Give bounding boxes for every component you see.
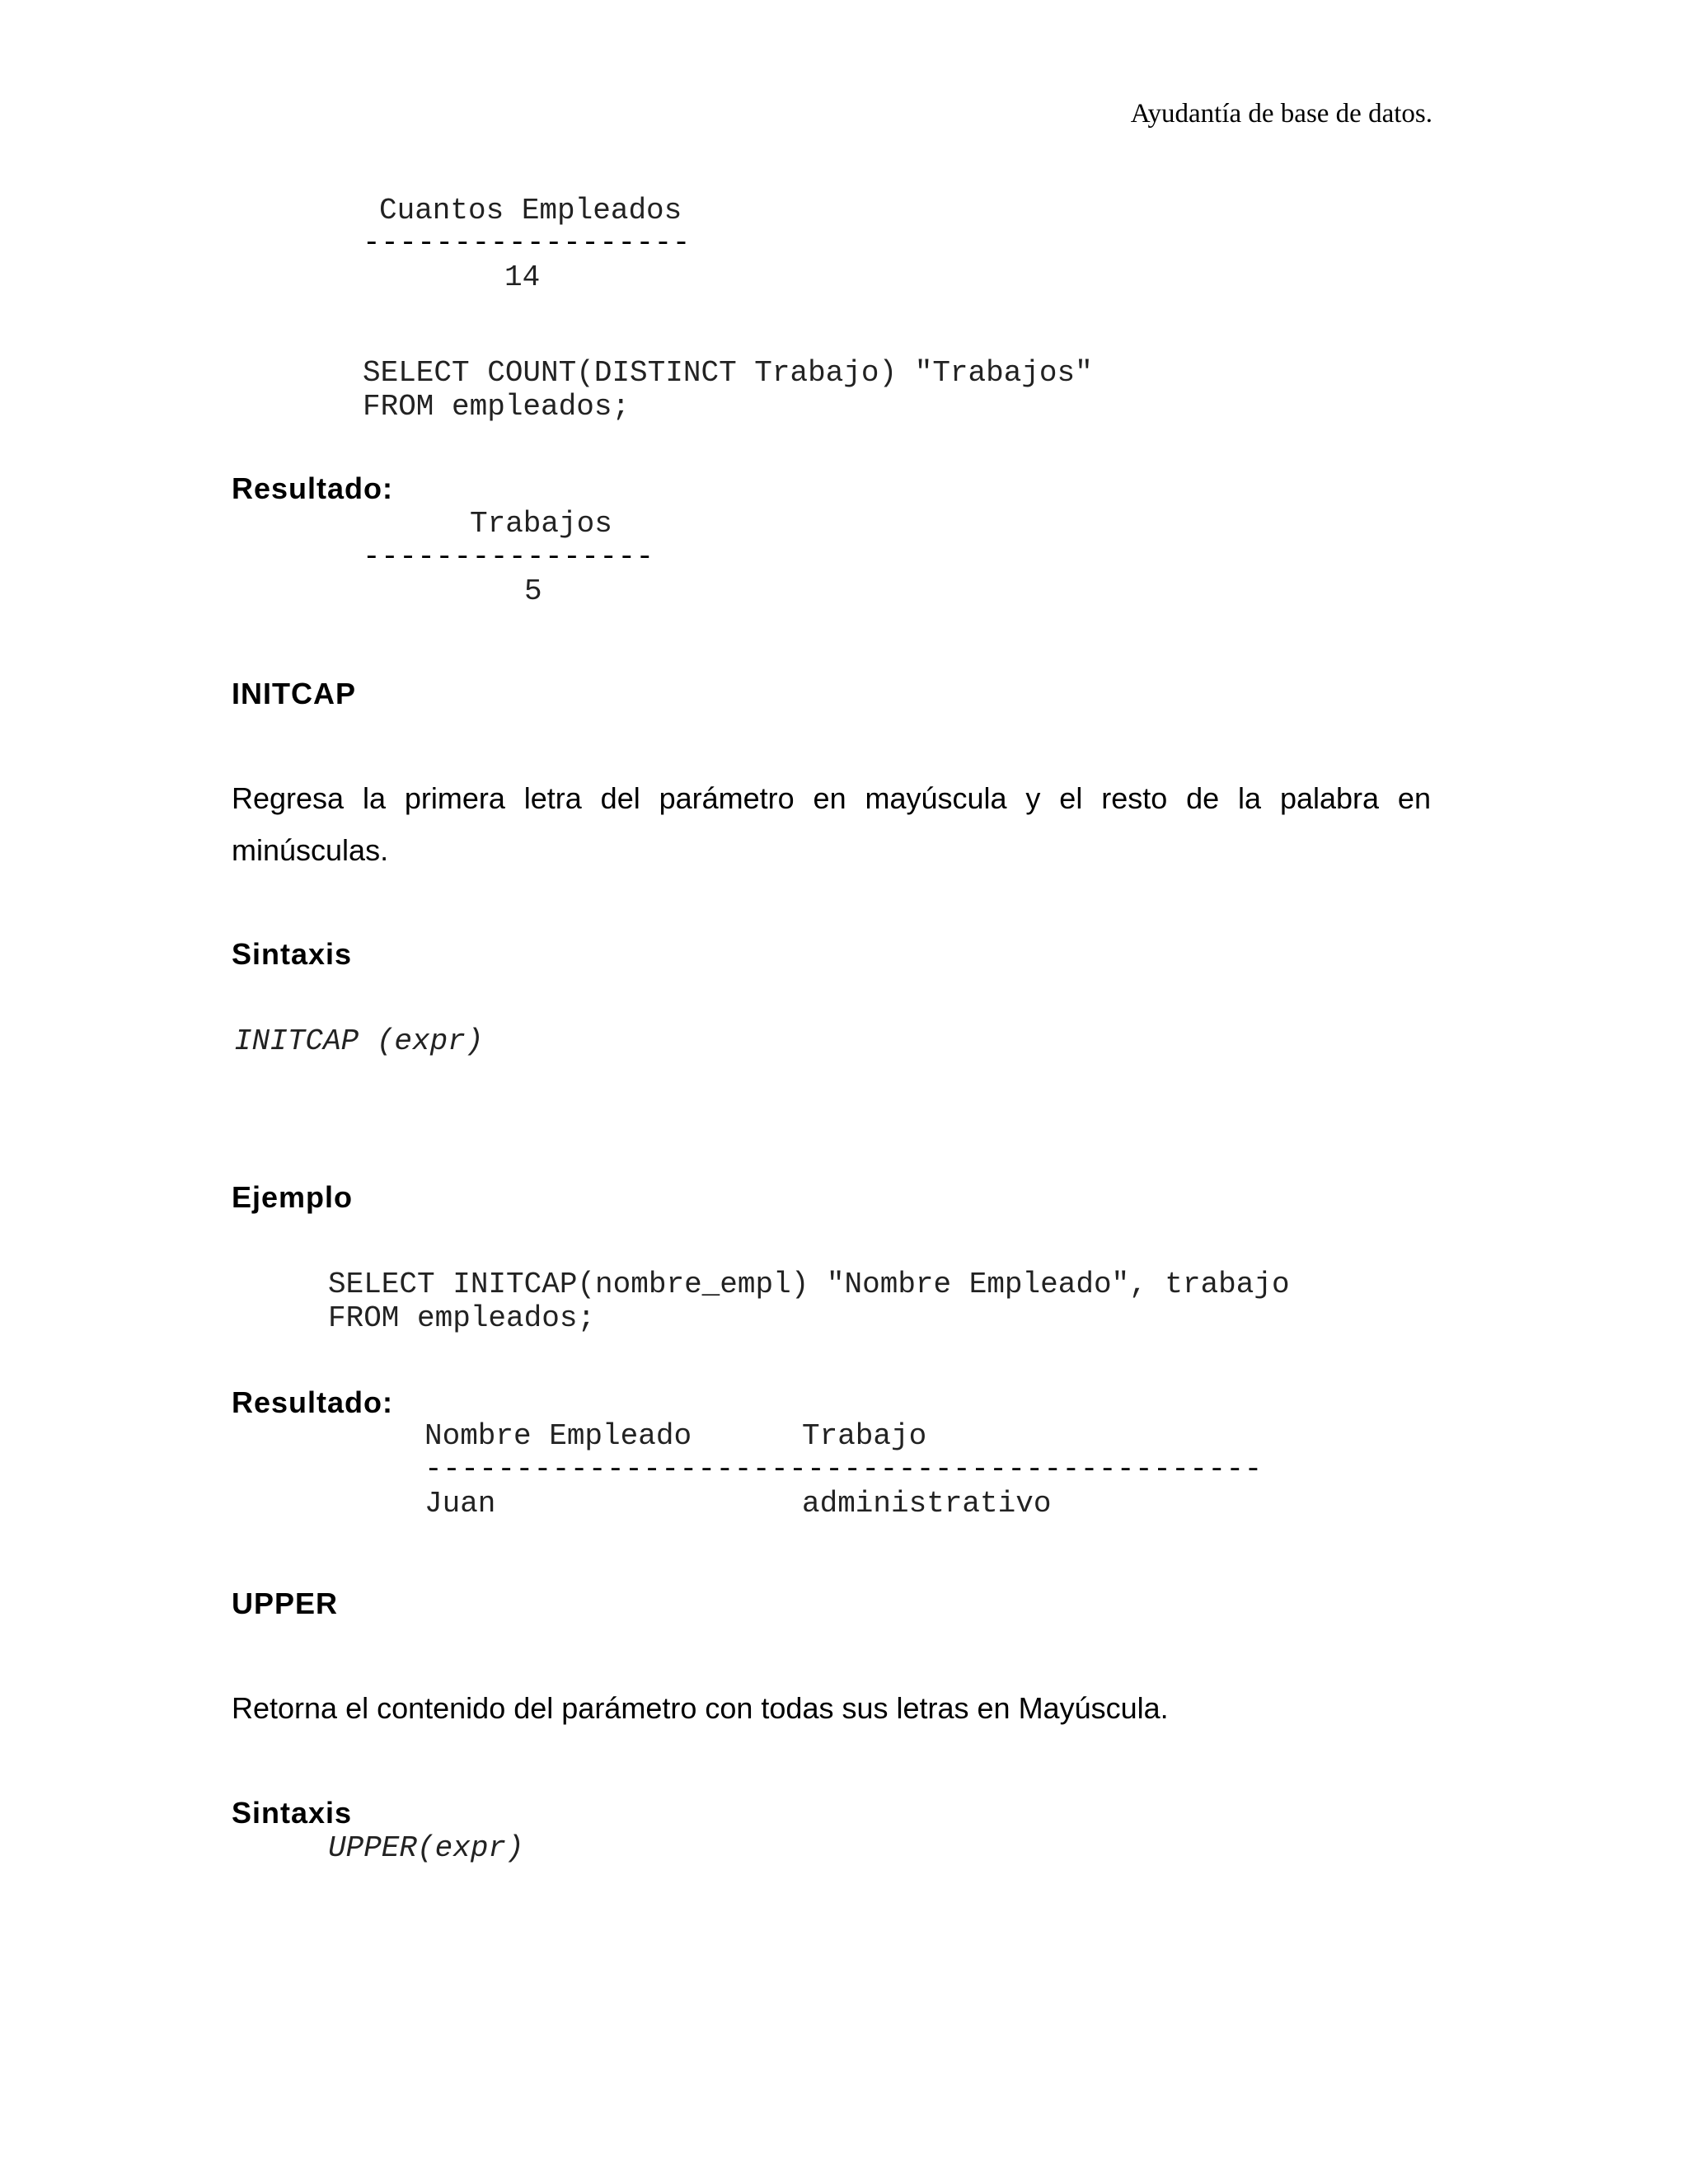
word: la <box>362 781 386 815</box>
result-cell: Juan <box>424 1487 496 1521</box>
result-separator: ---------------- <box>363 540 654 574</box>
word: en <box>813 781 846 815</box>
word: parámetro <box>659 781 795 815</box>
word: el <box>1059 781 1083 815</box>
word: primera <box>404 781 505 815</box>
word: y <box>1025 781 1041 815</box>
sql-query-line: SELECT INITCAP(nombre_empl) "Nombre Empleado", trabajo <box>328 1268 1290 1301</box>
page-header: Ayudantía de base de datos. <box>1130 99 1432 129</box>
result-column-header: Trabajos <box>470 507 612 541</box>
word: en <box>1397 781 1431 815</box>
section-title-upper: UPPER <box>232 1586 339 1620</box>
result-column-header: Cuantos Empleados <box>379 194 682 227</box>
section-title-ejemplo: Ejemplo <box>232 1180 354 1214</box>
section-title-sintaxis: Sintaxis <box>232 1796 353 1830</box>
sql-query-line: FROM empleados; <box>363 390 631 424</box>
upper-description: Retorna el contenido del parámetro con todas sus letras en Mayúscula. <box>232 1691 1169 1725</box>
syntax-text: UPPER(expr) <box>328 1831 524 1865</box>
section-title-sintaxis: Sintaxis <box>232 937 353 971</box>
syntax-text: INITCAP (expr) <box>234 1024 484 1058</box>
word: la <box>1238 781 1262 815</box>
word: mayúscula <box>865 781 1007 815</box>
initcap-description-line2: minúsculas. <box>232 833 389 867</box>
word: de <box>1186 781 1220 815</box>
sql-query-line: FROM empleados; <box>328 1301 596 1335</box>
section-title-initcap: INITCAP <box>232 677 356 710</box>
result-value: 5 <box>524 574 542 608</box>
result-label: Resultado: <box>232 471 394 505</box>
word: del <box>600 781 640 815</box>
result-separator: ------------------ <box>363 226 691 260</box>
word: Regresa <box>232 781 345 815</box>
result-column-header: Trabajo <box>802 1419 927 1453</box>
word: letra <box>523 781 582 815</box>
result-value: 14 <box>504 260 541 294</box>
result-column-header: Nombre Empleado <box>424 1419 692 1453</box>
result-label: Resultado: <box>232 1385 394 1419</box>
sql-query-line: SELECT COUNT(DISTINCT Trabajo) "Trabajos" <box>363 356 1093 390</box>
word: resto <box>1101 781 1168 815</box>
initcap-description-line1 <box>232 781 1431 816</box>
result-cell: administrativo <box>802 1487 1052 1521</box>
result-separator: ---------------------------------------------- <box>424 1452 1263 1486</box>
word: palabra <box>1279 781 1380 815</box>
